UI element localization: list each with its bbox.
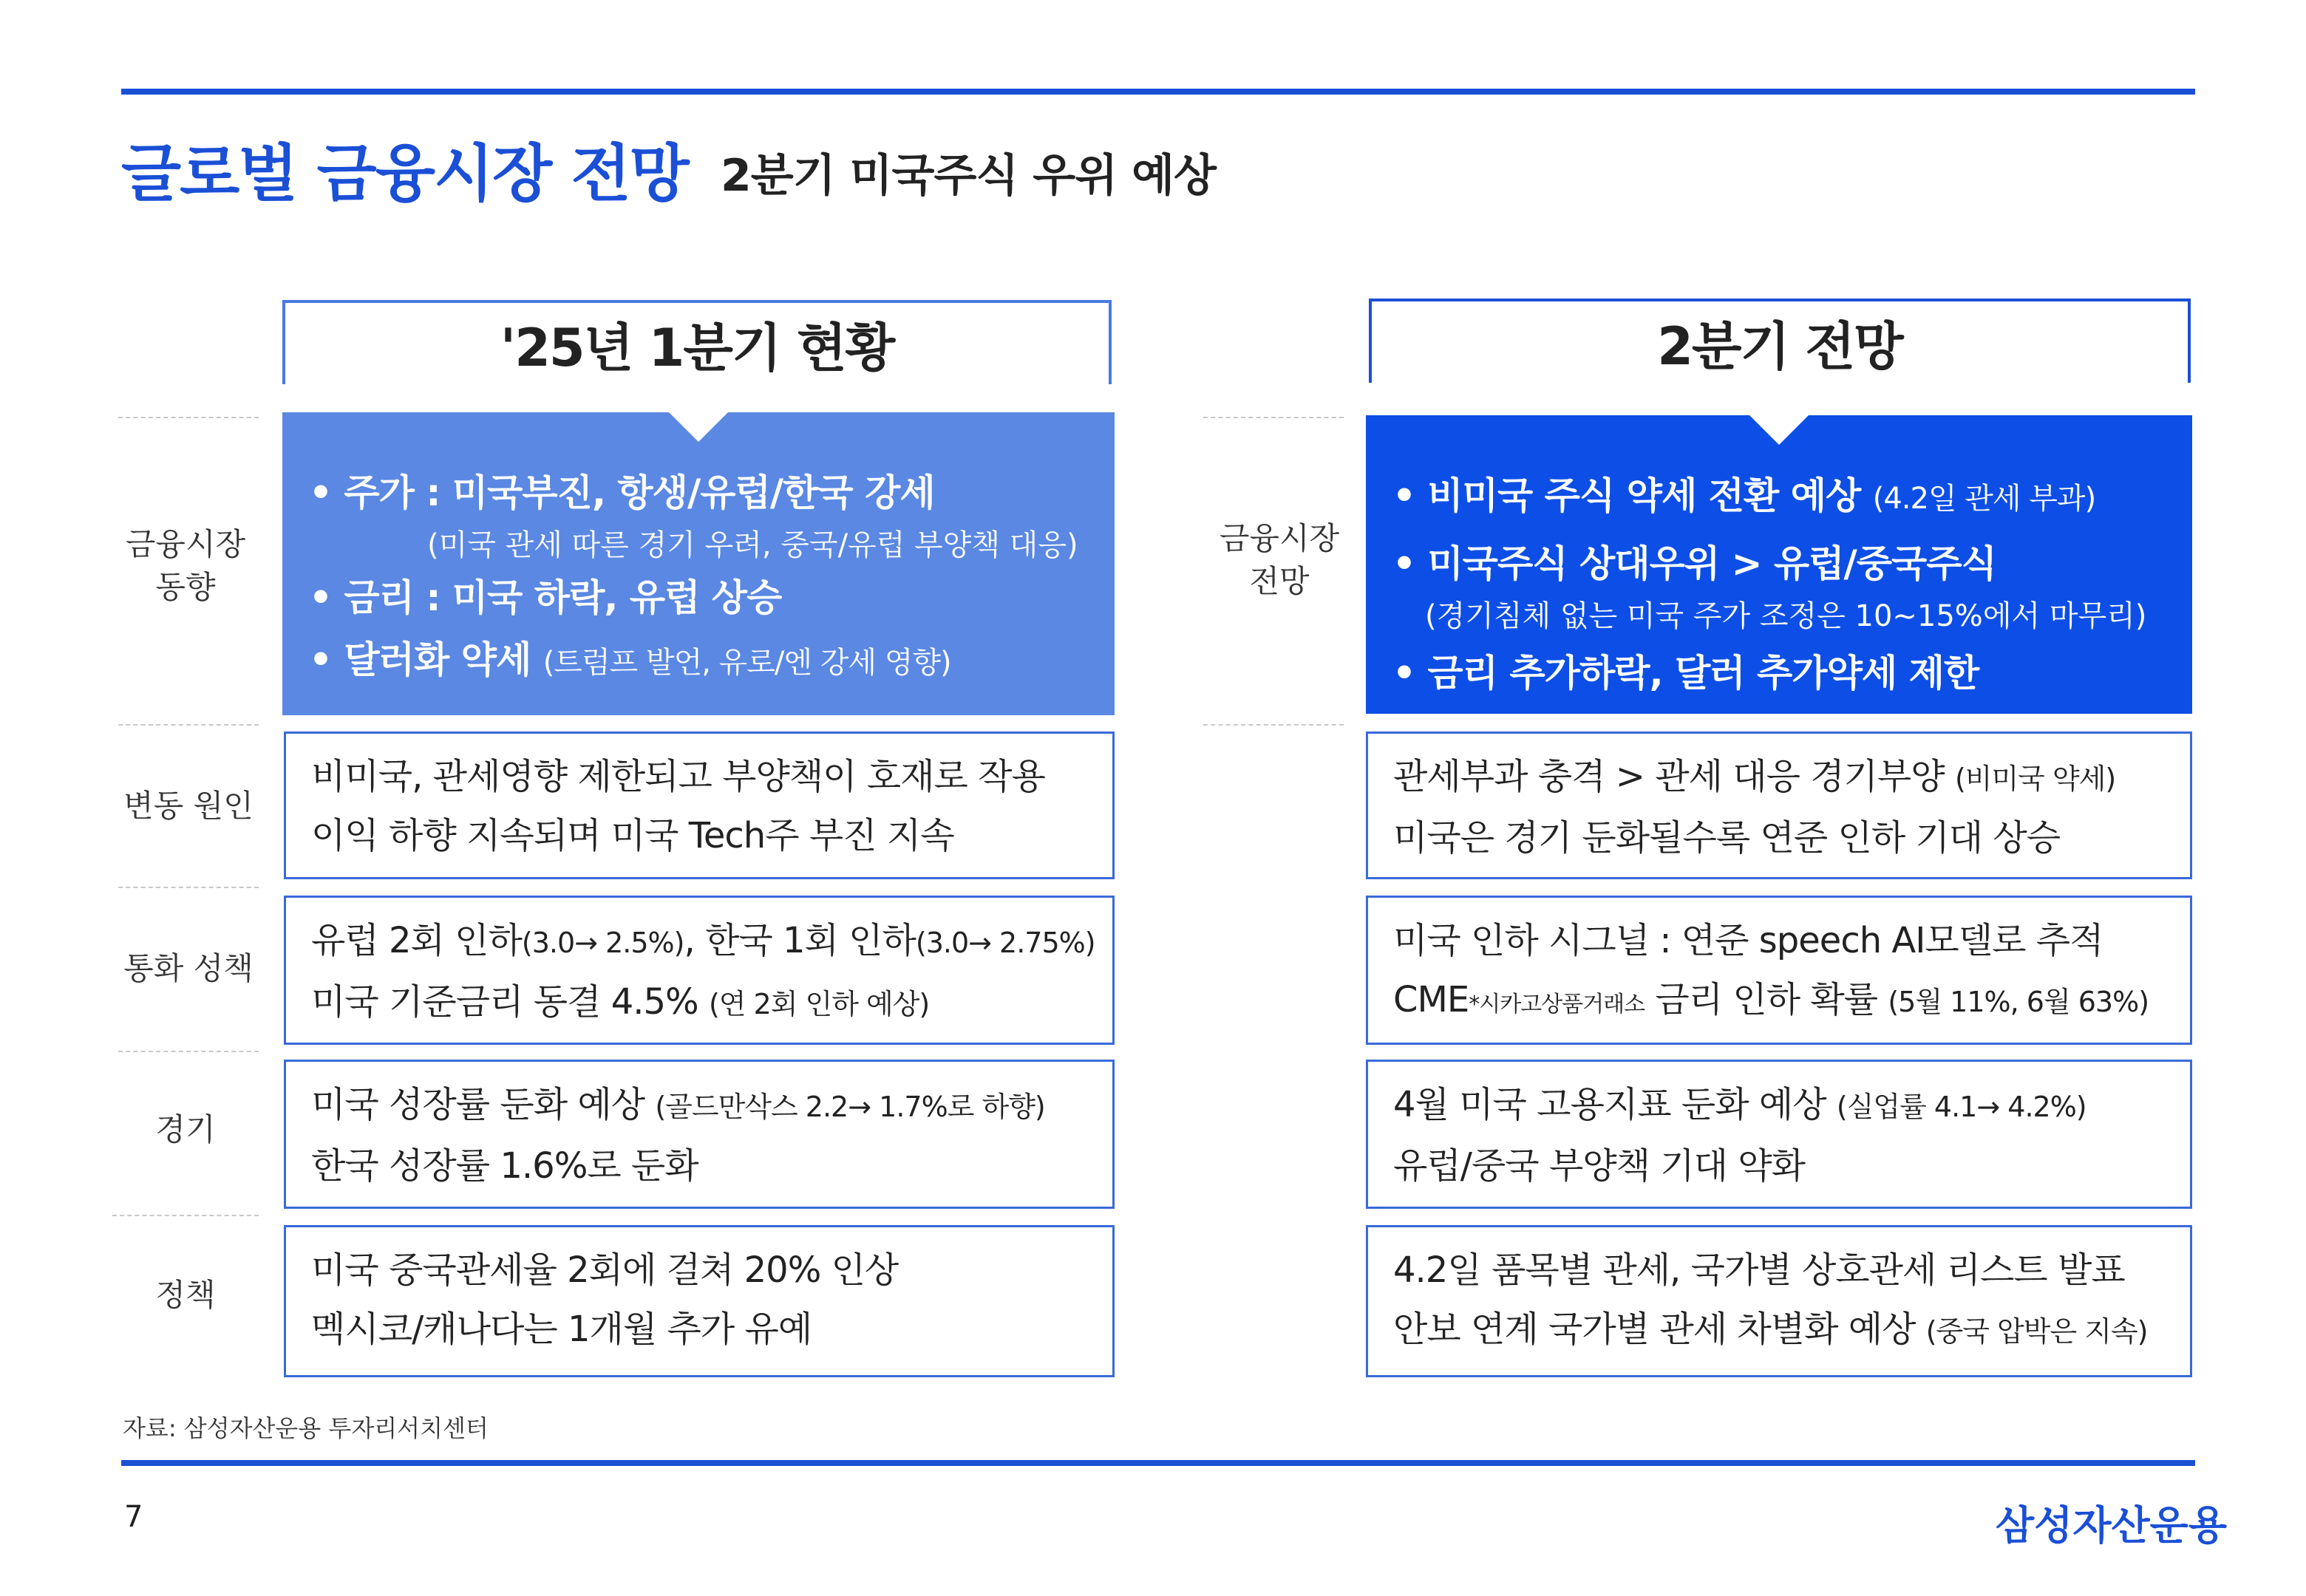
row-label-monetary: 통화 성책: [123, 950, 254, 986]
left-cause-box: 비미국, 관세영향 제한되고 부양책이 호재로 작용 이익 하향 지속되며 미국 Tech주 부진 지속: [284, 732, 1115, 879]
right-economy-box: 4월 미국 고용지표 둔화 예상 (실업률 4.1→ 4.2%) 유럽/중국 부양책 기대 약화: [1366, 1060, 2192, 1209]
row-label-policy: 정책: [155, 1277, 216, 1313]
bottom-rule: [121, 1460, 2195, 1466]
right-summary-box: [1366, 415, 2192, 714]
summary-sub-note: (미국 관세 따른 경기 우려, 중국/유럽 부양책 대응): [427, 528, 1078, 562]
summary-bullet: • 주가 : 미국부진, 항생/유럽/한국 강세: [309, 471, 935, 514]
summary-bullet: • 금리 : 미국 하락, 유럽 상승: [309, 576, 782, 619]
left-section-heading: [282, 300, 1112, 384]
row-divider: [1203, 724, 1344, 726]
row-label-cause: 변동 원인: [123, 788, 254, 824]
row-divider: [1203, 417, 1344, 418]
right-summary-label: 금융시장 전망: [1219, 520, 1340, 599]
right-monetary-box: 미국 인하 시그널 : 연준 speech AI모델로 추적 CME*시카고상품거래소 금리 인하 확률 (5월 11%, 6월 63%): [1366, 896, 2192, 1045]
row-divider: [118, 724, 259, 726]
right-cause-box: 관세부과 충격 > 관세 대응 경기부양 (비미국 약세) 미국은 경기 둔화될수록 연준 인하 기대 상승: [1366, 732, 2192, 879]
row-divider: [118, 887, 259, 888]
notch-arrow-icon: [1749, 415, 1809, 445]
left-summary-box: [282, 412, 1115, 715]
row-divider: [118, 1051, 259, 1052]
notch-arrow-icon: [669, 412, 728, 442]
row-divider: [118, 417, 259, 418]
right-policy-box: 4.2일 품목별 관세, 국가별 상호관세 리스트 발표 안보 연계 국가별 관세 차별화 예상 (중국 압박은 지속): [1366, 1225, 2192, 1377]
summary-bullet: • 달러화 약세 (트럼프 발언, 유로/엔 강세 영향): [309, 638, 951, 681]
summary-bullet: • 비미국 주식 약세 전환 예상 (4.2일 관세 부과): [1392, 474, 2096, 517]
top-rule: [121, 89, 2195, 95]
left-summary-label: 금융시장 동향: [125, 526, 246, 605]
right-section-heading: [1369, 299, 2191, 383]
summary-sub-note: (경기침체 없는 미국 주가 조정은 10~15%에서 마무리): [1425, 599, 2147, 633]
brand-logo: 삼성자산운용: [1996, 1502, 2227, 1549]
summary-bullet: • 미국주식 상대우위 > 유럽/중국주식: [1392, 542, 1996, 585]
left-economy-box: 미국 성장률 둔화 예상 (골드만삭스 2.2→ 1.7%로 하향) 한국 성장률 1.6%로 둔화: [284, 1060, 1115, 1209]
left-monetary-box: 유럽 2회 인하(3.0→ 2.5%), 한국 1회 인하(3.0→ 2.75%) 미국 기준금리 동결 4.5% (연 2회 인하 예상): [284, 896, 1115, 1045]
page-subtitle: 2분기 미국주식 우위 예상: [721, 150, 1217, 202]
source-note: 자료: 삼성자산운용 투자리서치센터: [123, 1414, 489, 1442]
right-heading-text: 2분기 전망: [1657, 316, 1902, 377]
left-heading-text: '25년 1분기 현황: [500, 317, 894, 378]
row-label-economy: 경기: [155, 1111, 216, 1147]
summary-bullet: • 금리 추가하락, 달러 추가약세 제한: [1392, 652, 1979, 695]
left-policy-box: 미국 중국관세율 2회에 걸쳐 20% 인상 멕시코/캐나다는 1개월 추가 유예: [284, 1225, 1115, 1377]
page-number: 7: [124, 1500, 143, 1534]
row-divider: [112, 1215, 259, 1216]
page-title: 글로벌 금융시장 전망: [121, 137, 688, 210]
